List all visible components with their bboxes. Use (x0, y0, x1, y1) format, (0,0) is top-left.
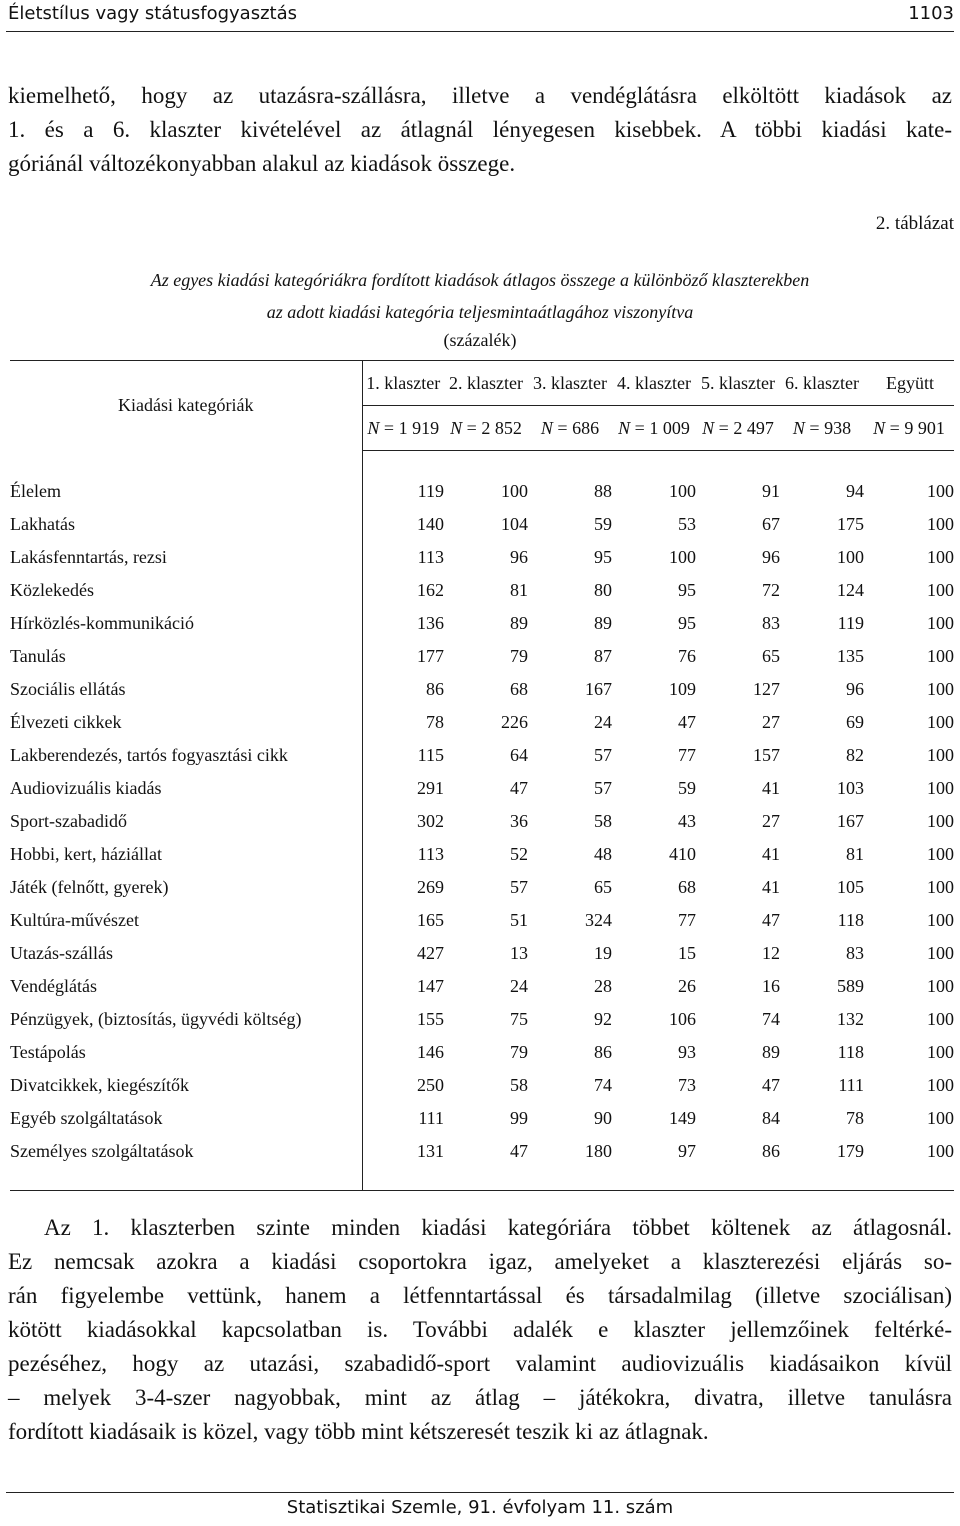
value-cell: 89 (762, 1042, 780, 1062)
value-cell: 111 (838, 1075, 864, 1095)
text-line: kiemelhető, hogy az utazásra-szállásra, illetve a vendéglátásra elköltött kiadások az (8, 83, 952, 108)
table-row (10, 673, 954, 706)
value-cell: 100 (927, 1141, 954, 1161)
value-cell: 111 (418, 1108, 444, 1128)
value-cell: 90 (594, 1108, 612, 1128)
value-cell: 86 (426, 679, 444, 699)
value-cell: 47 (762, 1075, 780, 1095)
category-cell: Pénzügyek, (biztosítás, ügyvédi költség) (10, 1003, 362, 1036)
table-caption-line-1: Az egyes kiadási kategóriákra fordított kiadások átlagos összege a különböző klaszterekben (150, 270, 810, 290)
category-cell: Divatcikkek, kiegészítők (10, 1069, 362, 1102)
value-cell: 86 (762, 1141, 780, 1161)
value-cell: 83 (846, 943, 864, 963)
column-header: Együtt (864, 361, 954, 406)
value-cell: 100 (927, 1075, 954, 1095)
footer-journal: Statisztikai Szemle, 91. évfolyam 11. szám (286, 1497, 674, 1518)
value-cell: 68 (678, 877, 696, 897)
value-cell: 94 (846, 481, 864, 501)
value-cell: 100 (927, 877, 954, 897)
value-cell: 95 (594, 547, 612, 567)
category-cell: Közlekedés (10, 574, 362, 607)
category-cell: Lakhatás (10, 508, 362, 541)
sample-size-value: = 1 919 (383, 417, 440, 438)
table-row (10, 1003, 954, 1036)
value-cell: 83 (762, 613, 780, 633)
value-cell: 89 (510, 613, 528, 633)
table-row (10, 739, 954, 772)
value-cell: 100 (927, 547, 954, 567)
value-cell: 162 (417, 580, 444, 600)
category-column-header: Kiadási kategóriák (10, 361, 362, 451)
value-cell: 82 (846, 745, 864, 765)
value-cell: 24 (594, 712, 612, 732)
table-row (10, 838, 954, 871)
value-cell: 74 (594, 1075, 612, 1095)
category-cell: Vendéglátás (10, 970, 362, 1003)
value-cell: 41 (762, 778, 780, 798)
text-line: 1. és a 6. klaszter kivételével az átlagnál lényegesen kisebbek. A többi kiadási kate- (8, 117, 952, 142)
value-cell: 100 (927, 679, 954, 699)
table-row (10, 574, 954, 607)
value-cell: 57 (510, 877, 528, 897)
table-row (10, 970, 954, 1003)
value-cell: 95 (678, 613, 696, 633)
value-cell: 78 (846, 1108, 864, 1128)
value-cell: 100 (669, 547, 696, 567)
category-cell: Lakberendezés, tartós fogyasztási cikk (10, 739, 362, 772)
value-cell: 136 (417, 613, 444, 633)
running-head (8, 2, 954, 28)
value-cell: 100 (927, 712, 954, 732)
value-cell: 105 (837, 877, 864, 897)
value-cell: 95 (678, 580, 696, 600)
value-cell: 100 (837, 547, 864, 567)
value-cell: 118 (837, 910, 864, 930)
sample-size (444, 406, 528, 451)
value-cell: 99 (510, 1108, 528, 1128)
table-row (10, 1069, 954, 1102)
table-body (10, 475, 954, 1168)
sample-size-value: = 686 (557, 417, 600, 438)
n-symbol: N (792, 417, 805, 438)
column-header: 2. klaszter (444, 361, 528, 406)
table-row (10, 640, 954, 673)
value-cell: 100 (927, 844, 954, 864)
value-cell: 100 (927, 1108, 954, 1128)
category-cell: Tanulás (10, 640, 362, 673)
text-line: fordított kiadásaik is közel, vagy több mint kétszeresét teszik ki az átlagnak. (8, 1419, 709, 1444)
text-line: Az 1. klaszterben szinte minden kiadási kategóriára többet költenek az átlagosnál. (44, 1215, 952, 1240)
value-cell: 27 (762, 811, 780, 831)
n-symbol: N (540, 417, 553, 438)
category-cell: Utazás-szállás (10, 937, 362, 970)
category-cell: Kultúra-művészet (10, 904, 362, 937)
value-cell: 47 (762, 910, 780, 930)
value-cell: 72 (762, 580, 780, 600)
value-cell: 69 (846, 712, 864, 732)
table-row (10, 904, 954, 937)
value-cell: 124 (837, 580, 864, 600)
value-cell: 73 (678, 1075, 696, 1095)
value-cell: 68 (510, 679, 528, 699)
sample-size-value: = 938 (809, 417, 852, 438)
n-symbol: N (618, 417, 631, 438)
value-cell: 92 (594, 1009, 612, 1029)
value-cell: 109 (669, 679, 696, 699)
value-cell: 100 (927, 646, 954, 666)
value-cell: 100 (501, 481, 528, 501)
column-header: 3. klaszter (528, 361, 612, 406)
table-row (10, 772, 954, 805)
sample-size-value: = 9 901 (889, 417, 945, 438)
table-row (10, 871, 954, 904)
value-cell: 100 (927, 1042, 954, 1062)
sample-size-value: = 2 497 (718, 417, 774, 438)
category-cell: Játék (felnőtt, gyerek) (10, 871, 362, 904)
sample-size-value: = 1 009 (634, 417, 690, 438)
value-cell: 250 (417, 1075, 444, 1095)
footer-divider (6, 1492, 954, 1493)
value-cell: 100 (927, 910, 954, 930)
category-cell: Személyes szolgáltatások (10, 1135, 362, 1168)
value-cell: 103 (837, 778, 864, 798)
column-header: 4. klaszter (612, 361, 696, 406)
value-cell: 57 (594, 778, 612, 798)
value-cell: 59 (678, 778, 696, 798)
value-cell: 131 (417, 1141, 444, 1161)
value-cell: 589 (837, 976, 864, 996)
value-cell: 100 (927, 976, 954, 996)
category-cell: Testápolás (10, 1036, 362, 1069)
value-cell: 41 (762, 877, 780, 897)
table-label: 2. táblázat (875, 213, 954, 234)
value-cell: 26 (678, 976, 696, 996)
value-cell: 51 (510, 910, 528, 930)
value-cell: 100 (927, 514, 954, 534)
text-line: – melyek 3-4-szer nagyobbak, mint az átlag – játékokra, divatra, illetve tanulásra (8, 1385, 952, 1410)
text-line: kötött kiadásokkal kapcsolatban is. További adalék e klaszter jellemzőinek feltérké- (8, 1317, 952, 1342)
category-cell: Sport-szabadidő (10, 805, 362, 838)
sample-size (696, 406, 780, 451)
sample-size (362, 406, 444, 451)
value-cell: 132 (837, 1009, 864, 1029)
value-cell: 15 (678, 943, 696, 963)
n-symbol: N (702, 417, 715, 438)
category-cell: Hírközlés-kommunikáció (10, 607, 362, 640)
value-cell: 84 (762, 1108, 780, 1128)
value-cell: 74 (762, 1009, 780, 1029)
value-cell: 76 (678, 646, 696, 666)
value-cell: 59 (594, 514, 612, 534)
value-cell: 100 (927, 745, 954, 765)
table-row (10, 706, 954, 739)
value-cell: 65 (594, 877, 612, 897)
value-cell: 100 (927, 580, 954, 600)
value-cell: 100 (669, 481, 696, 501)
value-cell: 19 (594, 943, 612, 963)
value-cell: 175 (837, 514, 864, 534)
table-row (10, 1036, 954, 1069)
value-cell: 118 (837, 1042, 864, 1062)
text-line: rán figyelembe vettünk, hanem a létfenntartással és társadalmilag (illetve szociálisan) (8, 1283, 952, 1308)
value-cell: 119 (417, 481, 444, 501)
column-header: 6. klaszter (780, 361, 864, 406)
value-cell: 167 (585, 679, 612, 699)
value-cell: 165 (417, 910, 444, 930)
header-divider (6, 31, 954, 32)
value-cell: 87 (594, 646, 612, 666)
value-cell: 47 (510, 778, 528, 798)
table-row (10, 508, 954, 541)
value-cell: 324 (585, 910, 612, 930)
value-cell: 104 (501, 514, 528, 534)
value-cell: 119 (837, 613, 864, 633)
value-cell: 78 (426, 712, 444, 732)
value-cell: 77 (678, 910, 696, 930)
value-cell: 47 (678, 712, 696, 732)
value-cell: 41 (762, 844, 780, 864)
value-cell: 96 (846, 679, 864, 699)
category-cell: Lakásfenntartás, rezsi (10, 541, 362, 574)
value-cell: 27 (762, 712, 780, 732)
value-cell: 302 (417, 811, 444, 831)
text-line: pezéséhez, hogy az utazási, szabadidő-sport valamint audiovizuális kiadásaikon kívül (8, 1351, 952, 1376)
table-row (10, 607, 954, 640)
n-symbol: N (450, 417, 463, 438)
value-cell: 113 (417, 547, 444, 567)
value-cell: 226 (501, 712, 528, 732)
table-row (10, 475, 954, 508)
value-cell: 89 (594, 613, 612, 633)
value-cell: 96 (762, 547, 780, 567)
sample-size (612, 406, 696, 451)
value-cell: 97 (678, 1141, 696, 1161)
value-cell: 52 (510, 844, 528, 864)
category-cell: Élvezeti cikkek (10, 706, 362, 739)
category-cell: Hobbi, kert, háziállat (10, 838, 362, 871)
value-cell: 177 (417, 646, 444, 666)
value-cell: 80 (594, 580, 612, 600)
value-cell: 127 (753, 679, 780, 699)
value-cell: 135 (837, 646, 864, 666)
value-cell: 113 (417, 844, 444, 864)
value-cell: 100 (927, 481, 954, 501)
value-cell: 180 (585, 1141, 612, 1161)
table-row (10, 1102, 954, 1135)
text-line: góriánál változékonyabban alakul az kiadások összege. (8, 151, 516, 176)
value-cell: 140 (417, 514, 444, 534)
value-cell: 427 (417, 943, 444, 963)
value-cell: 13 (510, 943, 528, 963)
value-cell: 67 (762, 514, 780, 534)
table-row (10, 805, 954, 838)
table-row (10, 1135, 954, 1168)
value-cell: 100 (927, 613, 954, 633)
value-cell: 58 (510, 1075, 528, 1095)
value-cell: 43 (678, 811, 696, 831)
value-cell: 65 (762, 646, 780, 666)
value-cell: 147 (417, 976, 444, 996)
value-cell: 47 (510, 1141, 528, 1161)
value-cell: 58 (594, 811, 612, 831)
category-cell: Egyéb szolgáltatások (10, 1102, 362, 1135)
value-cell: 115 (417, 745, 444, 765)
category-cell: Audiovizuális kiadás (10, 772, 362, 805)
table-row (10, 541, 954, 574)
value-cell: 28 (594, 976, 612, 996)
value-cell: 79 (510, 646, 528, 666)
value-cell: 100 (927, 1009, 954, 1029)
value-cell: 53 (678, 514, 696, 534)
value-cell: 106 (669, 1009, 696, 1029)
category-cell: Élelem (10, 475, 362, 508)
sample-size (528, 406, 612, 451)
value-cell: 81 (510, 580, 528, 600)
value-cell: 146 (417, 1042, 444, 1062)
value-cell: 149 (669, 1108, 696, 1128)
value-cell: 91 (762, 481, 780, 501)
cluster-spending-table (10, 360, 954, 1191)
value-cell: 167 (837, 811, 864, 831)
value-cell: 155 (417, 1009, 444, 1029)
page-number: 1103 (908, 3, 954, 24)
value-cell: 57 (594, 745, 612, 765)
value-cell: 100 (927, 778, 954, 798)
value-cell: 100 (927, 811, 954, 831)
value-cell: 179 (837, 1141, 864, 1161)
value-cell: 93 (678, 1042, 696, 1062)
value-cell: 24 (510, 976, 528, 996)
category-cell: Szociális ellátás (10, 673, 362, 706)
value-cell: 410 (669, 844, 696, 864)
value-cell: 86 (594, 1042, 612, 1062)
value-cell: 269 (417, 877, 444, 897)
value-cell: 100 (927, 943, 954, 963)
value-cell: 88 (594, 481, 612, 501)
value-cell: 12 (762, 943, 780, 963)
n-symbol: N (873, 417, 886, 438)
table-caption-unit: (százalék) (443, 330, 517, 350)
sample-size (864, 406, 954, 451)
value-cell: 79 (510, 1042, 528, 1062)
running-head-title: Életstílus vagy státusfogyasztás (8, 3, 297, 24)
sample-size (780, 406, 864, 451)
value-cell: 64 (510, 745, 528, 765)
column-header: 1. klaszter (362, 361, 444, 406)
value-cell: 36 (510, 811, 528, 831)
n-symbol: N (367, 417, 380, 438)
intro-paragraph (8, 79, 952, 181)
value-cell: 291 (417, 778, 444, 798)
value-cell: 157 (753, 745, 780, 765)
value-cell: 48 (594, 844, 612, 864)
value-cell: 77 (678, 745, 696, 765)
value-cell: 16 (762, 976, 780, 996)
column-header: 5. klaszter (696, 361, 780, 406)
value-cell: 75 (510, 1009, 528, 1029)
value-cell: 81 (846, 844, 864, 864)
text-line: Ez nemcsak azokra a kiadási csoportokra igaz, amelyeket a klaszterezési eljárás so- (8, 1249, 952, 1274)
table-caption-line-2: az adott kiadási kategória teljesmintaátlagához viszonyítva (266, 302, 694, 322)
sample-size-value: = 2 852 (466, 417, 522, 438)
table-row (10, 937, 954, 970)
body-paragraph (8, 1211, 952, 1449)
value-cell: 96 (510, 547, 528, 567)
